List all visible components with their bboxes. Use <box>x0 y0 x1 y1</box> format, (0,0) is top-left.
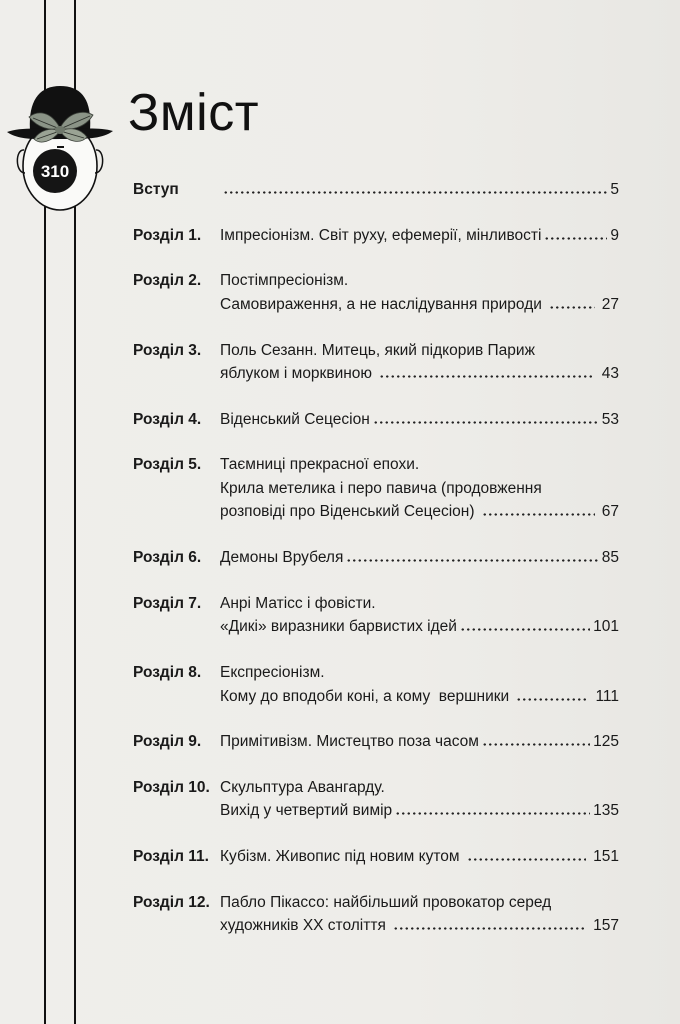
dot-leader <box>482 743 590 746</box>
toc-entry-title-line: Пабло Пікассо: найбільший провокатор серед <box>220 893 552 911</box>
toc-page-number: 85 <box>601 549 619 567</box>
toc-page-number: 5 <box>610 181 619 198</box>
toc-page-number: 27 <box>601 295 619 313</box>
toc-entry-title-line: «Дикі» виразники барвистих ідей <box>220 618 457 636</box>
toc-entry-title-line: Самовираження, а не наслідування природи <box>220 295 542 313</box>
toc-entry-label: Розділ 8. <box>133 664 202 681</box>
dot-leader <box>393 927 586 930</box>
toc-entry-chapter-8 <box>133 661 619 708</box>
toc-page-number: 135 <box>593 802 619 820</box>
toc-entry-chapter-3 <box>133 339 619 386</box>
toc-entry-title-line: Примітивізм. Мистецтво поза часом <box>220 733 479 751</box>
dot-leader <box>373 421 599 424</box>
toc-page-number: 67 <box>601 503 619 521</box>
toc-entry-intro <box>133 178 619 202</box>
dot-leader <box>544 237 607 240</box>
toc-entry-chapter-10 <box>133 776 619 823</box>
toc-page-number: 101 <box>593 618 619 636</box>
toc-entry-chapter-1 <box>133 224 619 248</box>
toc-entry-title-line: Віденський Сецесіон <box>220 410 370 428</box>
toc-entry-chapter-2 <box>133 269 619 316</box>
toc-entry-chapter-11 <box>133 845 619 869</box>
toc-entry-label: Розділ 7. <box>133 594 202 612</box>
toc-page-number: 151 <box>593 848 619 866</box>
toc-entry-title-line: Імпресіонізм. Світ руху, ефемерії, мінливості <box>220 226 542 244</box>
toc-entry-label: Розділ 5. <box>133 456 202 474</box>
toc-entry-title-line: Вихід у четвертий вимір <box>220 802 393 820</box>
dot-leader <box>516 698 588 701</box>
dot-leader <box>482 513 595 516</box>
page-title: Зміст <box>128 84 260 142</box>
toc-entry-title-line: Постімпресіонізм. <box>220 272 349 290</box>
bowler-hat-emblem-icon <box>0 70 130 220</box>
toc-entry-title-line: Анрі Матісс і фовісти. <box>220 594 376 612</box>
dot-leader <box>467 858 587 861</box>
toc-entry-chapter-7 <box>133 592 619 639</box>
toc-page-number: 111 <box>595 687 619 705</box>
toc-entry-title-line: Таємниці прекрасної епохи. <box>220 456 420 474</box>
dot-leader <box>223 191 607 194</box>
toc-entry-title-line: Експресіонізм. <box>220 664 325 681</box>
toc-entry-label: Розділ 1. <box>133 226 202 244</box>
toc-page-number: 125 <box>593 733 619 751</box>
toc-entry-label: Розділ 6. <box>133 549 202 567</box>
toc-entry-chapter-6 <box>133 546 619 570</box>
toc-entry-label: Розділ 2. <box>133 272 202 290</box>
toc-entry-chapter-5 <box>133 453 619 524</box>
toc-entry-title-line: Крила метелика і перо павича (продовження <box>220 479 542 497</box>
toc-page-number: 157 <box>593 917 619 935</box>
toc-entry-label: Розділ 4. <box>133 410 202 428</box>
dot-leader <box>460 628 590 631</box>
table-of-contents <box>133 178 619 960</box>
toc-entry-title-line: Демоны Врубеля <box>220 549 344 567</box>
toc-entry-label: Розділ 3. <box>133 341 202 359</box>
toc-entry-title-line: розповіді про Віденський Сецесіон) <box>220 503 475 521</box>
page-number: 310 <box>40 162 70 181</box>
toc-entry-chapter-4 <box>133 408 619 432</box>
dot-leader <box>379 375 595 378</box>
toc-entry-label: Розділ 12. <box>133 893 210 911</box>
toc-entry-title-line: художників XX століття <box>220 917 386 935</box>
toc-entry-label: Вступ <box>133 181 179 198</box>
dot-leader <box>346 559 598 562</box>
toc-page-number: 53 <box>601 410 619 428</box>
toc-page-number: 43 <box>601 365 619 383</box>
toc-entry-chapter-12 <box>133 891 619 938</box>
toc-entry-label: Розділ 11. <box>133 848 209 866</box>
toc-entry-title-line: Скульптура Авангарду. <box>220 778 385 796</box>
toc-entry-title-line: Поль Сезанн. Митець, який підкорив Париж <box>220 341 535 359</box>
dot-leader <box>395 812 590 815</box>
toc-entry-title-line: яблуком і морквиною <box>220 365 373 383</box>
dot-leader <box>549 306 595 309</box>
toc-entry-label: Розділ 9. <box>133 733 202 751</box>
toc-entry-title-line: Кому до вподоби коні, а кому вершники <box>220 687 510 705</box>
toc-page-number: 9 <box>610 226 619 244</box>
toc-entry-chapter-9 <box>133 730 619 754</box>
toc-entry-label: Розділ 10. <box>133 778 210 796</box>
toc-entry-title-line: Кубізм. Живопис під новим кутом <box>220 848 460 866</box>
